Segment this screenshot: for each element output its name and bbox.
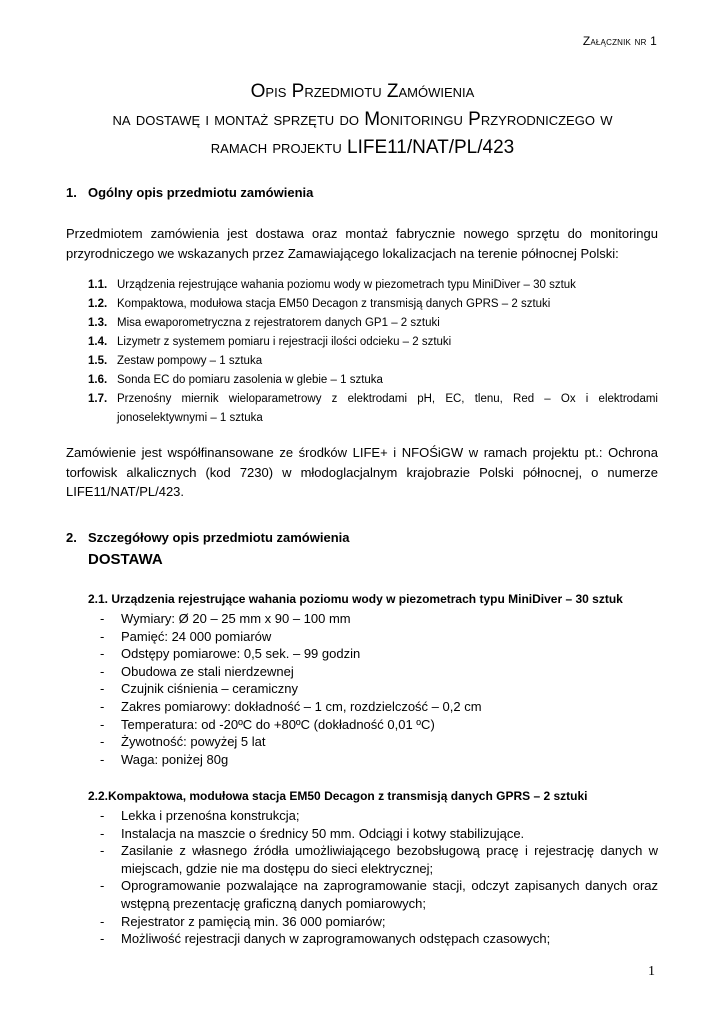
title-line-2: na dostawę i montaż sprzętu do Monitoringu Przyrodniczego w	[112, 109, 613, 130]
spec-item: - Odstępy pomiarowe: 0,5 sek. – 99 godzin	[100, 645, 658, 663]
subsection-2-2-heading: 2.2.Kompaktowa, modułowa stacja EM50 Decagon z transmisją danych GPRS – 2 sztuki	[88, 789, 588, 803]
attachment-label: Załącznik nr 1	[582, 34, 657, 48]
section-1-intro: Przedmiotem zamówienia jest dostawa oraz montaż fabrycznie nowego sprzętu do monitoringu przyrodniczego we wskazanych przez Zamawiającego lokalizacjach na terenie północnej Polski:	[66, 226, 658, 261]
list-item-text: Lizymetr z systemem pomiaru i rejestracji ilości odcieku – 2 sztuki	[117, 336, 452, 348]
list-item-text: Sonda EC do pomiaru zasolenia w glebie – 1 sztuka	[117, 374, 383, 386]
spec-item: - Zasilanie z własnego źródła umożliwiającego bezobsługową pracę i rejestrację danych w miejscach, gdzie nie ma dostępu do sieci elektrycznej;	[100, 842, 658, 877]
spec-item: - Obudowa ze stali nierdzewnej	[100, 663, 658, 681]
section-1-heading	[66, 185, 313, 200]
list-item	[88, 390, 658, 428]
list-item-number: 1.6.	[88, 374, 108, 386]
list-item	[88, 352, 658, 371]
subsection-2-1-list	[100, 610, 658, 768]
spec-item: - Żywotność: powyżej 5 lat	[100, 733, 658, 751]
spec-item: - Instalacja na maszcie o średnicy 50 mm. Odciągi i kotwy stabilizujące.	[100, 825, 658, 843]
spec-item: - Zakres pomiarowy: dokładność – 1 cm, rozdzielczość – 0,2 cm	[100, 698, 658, 716]
list-item-text: Zestaw pompowy – 1 sztuka	[117, 355, 263, 367]
list-item-number: 1.5.	[88, 355, 108, 367]
section-1-list	[88, 276, 658, 428]
list-item	[88, 333, 658, 352]
spec-item: - Waga: poniżej 80g	[100, 751, 658, 769]
title-line-1: Opis Przedmiotu Zamówienia	[250, 81, 475, 102]
spec-item: - Możliwość rejestracji danych w zaprogramowanych odstępach czasowych;	[100, 930, 658, 948]
list-item-number: 1.1.	[88, 279, 108, 291]
list-item	[88, 276, 658, 295]
section-1-number: 1.	[66, 185, 77, 200]
list-item-number: 1.4.	[88, 336, 108, 348]
section-1-title: Ogólny opis przedmiotu zamówienia	[88, 185, 314, 200]
list-item-text: Kompaktowa, modułowa stacja EM50 Decagon z transmisją danych GPRS – 2 sztuki	[117, 298, 551, 310]
spec-item: - Lekka i przenośna konstrukcja;	[100, 807, 658, 825]
page-number: 1	[648, 964, 655, 979]
spec-item: - Oprogramowanie pozwalające na zaprogramowanie stacji, odczyt zapisanych danych oraz wstępną prezentację graficzną danych pomiarowych;	[100, 877, 658, 912]
spec-item: - Pamięć: 24 000 pomiarów	[100, 628, 658, 646]
spec-item: - Wymiary: Ø 20 – 25 mm x 90 – 100 mm	[100, 610, 658, 628]
spec-item: - Temperatura: od -20ºC do +80ºC (dokładność 0,01 ºC)	[100, 716, 658, 734]
section-2-heading	[66, 530, 350, 545]
list-item	[88, 314, 658, 333]
list-item	[88, 371, 658, 390]
list-item-number: 1.7.	[88, 393, 108, 405]
subsection-2-2-list	[100, 807, 658, 948]
list-item-number: 1.2.	[88, 298, 108, 310]
section-2-number: 2.	[66, 530, 77, 545]
list-item-text: Przenośny miernik wieloparametrowy z elektrodami pH, EC, tlenu, Red – Ox i elektrodami jonoselektywnymi – 1 sztuka	[117, 393, 658, 424]
dostawa-heading: DOSTAWA	[88, 551, 163, 568]
spec-item: - Rejestrator z pamięcią min. 36 000 pomiarów;	[100, 913, 658, 931]
spec-item: - Czujnik ciśnienia – ceramiczny	[100, 680, 658, 698]
document-title	[40, 78, 685, 162]
list-item-text: Misa ewaporometryczna z rejestratorem danych GP1 – 2 sztuki	[117, 317, 440, 329]
list-item-number: 1.3.	[88, 317, 108, 329]
subsection-2-1-heading: 2.1. Urządzenia rejestrujące wahania poziomu wody w piezometrach typu MiniDiver – 30 sztuk	[88, 592, 623, 606]
cofinance-paragraph: Zamówienie jest współfinansowane ze środków LIFE+ i NFOŚiGW w ramach projektu pt.: Ochrona torfowisk alkalicznych (kod 7230) w młodoglacjalnym krajobrazie Polski północnej, o numerze LIFE11/NAT/PL/423.	[66, 445, 658, 499]
title-line-3: ramach projektu LIFE11/NAT/PL/423	[210, 137, 515, 158]
section-2-title: Szczegółowy opis przedmiotu zamówienia	[88, 530, 350, 545]
list-item	[88, 295, 658, 314]
list-item-text: Urządzenia rejestrujące wahania poziomu wody w piezometrach typu MiniDiver – 30 sztuk	[117, 279, 576, 291]
